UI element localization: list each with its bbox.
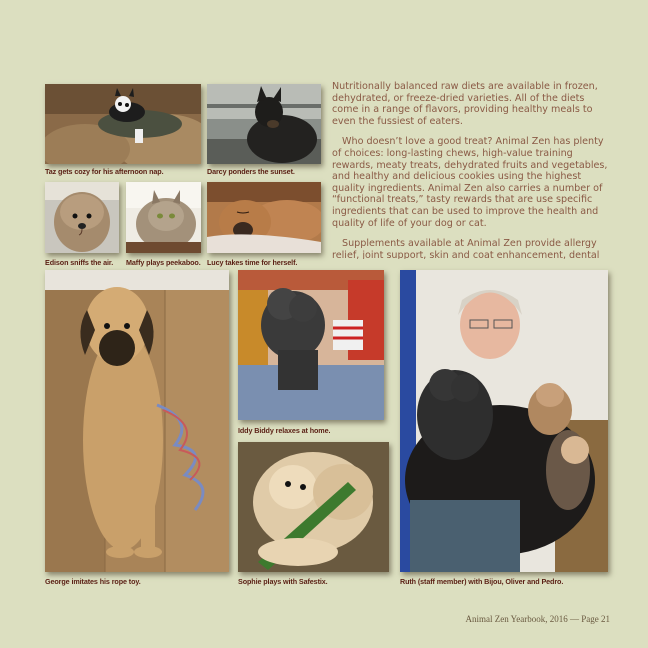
photo-sophie [238, 442, 389, 572]
photo-maffy [126, 182, 201, 253]
caption-lucy: Lucy takes time for herself. [207, 258, 298, 267]
article-paragraph: Nutritionally balanced raw diets are available in frozen, dehydrated, or freeze-dried varieties. All of the diets come in a range of flavors, providing healthy meals to even the fussiest of eaters. [332, 81, 598, 127]
caption-edison: Edison sniffs the air. [45, 258, 114, 267]
photo-iddy-biddy [238, 270, 384, 420]
photo-ruth [400, 270, 608, 572]
article-text [332, 81, 608, 259]
caption-maffy: Maffy plays peekaboo. [126, 258, 201, 267]
photo-edison [45, 182, 119, 253]
caption-taz: Taz gets cozy for his afternoon nap. [45, 167, 164, 176]
caption-sophie: Sophie plays with Safestix. [238, 577, 328, 586]
photo-george [45, 270, 229, 572]
photo-lucy [207, 182, 321, 253]
caption-iddy-biddy: Iddy Biddy relaxes at home. [238, 426, 331, 435]
caption-george: George imitates his rope toy. [45, 577, 141, 586]
caption-ruth: Ruth (staff member) with Bijou, Oliver and Pedro. [400, 577, 564, 586]
photo-darcy [207, 84, 321, 164]
footer-page-number: Page 21 [581, 614, 610, 624]
caption-darcy: Darcy ponders the sunset. [207, 167, 295, 176]
article-paragraph: Who doesn’t love a good treat? Animal Zen has plenty of choices: long-lasting chews, high-value training rewards, meaty treats, dehydrated fruits and vegetables, and healthy and delicious cookies using the highest quality ingredients. Animal Zen also carries a number of “functional treats,” tasty rewards that are use specific ingredients that can be used to improve the health and quality of life of your dog or cat. [332, 136, 608, 229]
footer-publication: Animal Zen Yearbook, 2016 [465, 614, 568, 624]
footer-separator: — [567, 614, 582, 624]
article-paragraph: Supplements available at Animal Zen provide allergy relief, joint support, skin and coat enhancement, dental [332, 238, 600, 259]
page-footer [466, 614, 611, 624]
photo-taz [45, 84, 201, 164]
